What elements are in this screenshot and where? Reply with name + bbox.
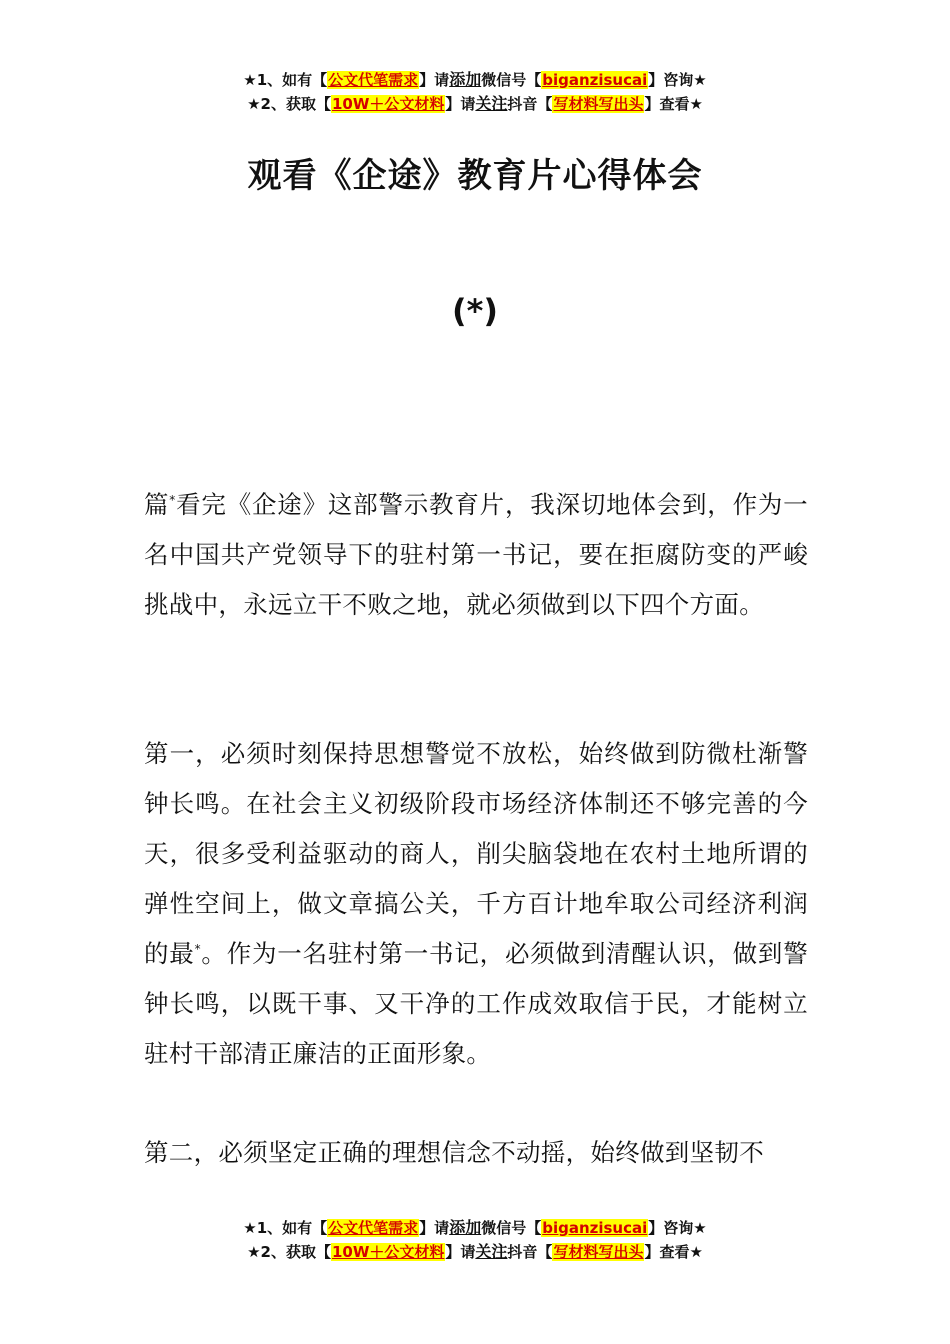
paragraph-3: [144, 1128, 808, 1178]
document-subtitle: (*): [452, 292, 498, 330]
banner-highlight: 写材料写出头: [553, 95, 644, 113]
banner-text: 】请: [445, 95, 476, 113]
paragraph-text: 看完《企途》这部警示教育片，我深切地体会到，作为一名中国共产党领导下的驻村第一书记，要在拒腐防变的严峻挑战中，永远立干不败之地，就必须做到以下四个方面。: [144, 490, 808, 619]
banner-highlight: 公文代笔需求: [328, 71, 419, 89]
banner-highlight: 写材料写出头: [553, 1243, 644, 1261]
redaction-mark: *: [194, 941, 201, 956]
banner-text: 】请: [419, 1219, 450, 1237]
banner-text: 】查看★: [644, 95, 703, 113]
redaction-mark: *: [169, 492, 176, 507]
banner-line-1: [0, 1216, 950, 1240]
banner-highlight: 公文代笔需求: [328, 1219, 419, 1237]
banner-highlight: 10W＋公文材料: [331, 1243, 445, 1261]
banner-highlight: 10W＋公文材料: [331, 95, 445, 113]
banner-text: 抖音【: [507, 95, 553, 113]
banner-text: 】请: [445, 1243, 476, 1261]
paragraph-text: 第二，必须坚定正确的理想信念不动摇，始终做到坚韧不: [144, 1138, 764, 1167]
paragraph-1: [144, 480, 808, 630]
paragraph-text: 第一，必须时刻保持思想警觉不放松，始终做到防微杜渐警钟长鸣。在社会主义初级阶段市场经济体制还不够完善的今天，很多受利益驱动的商人，削尖脑袋地在农村土地所谓的弹性空间上，做文章搞公关，千方百计地牟取公司经济利润的最: [144, 739, 808, 968]
paragraph-text: 篇: [144, 490, 170, 519]
header-banner: [0, 68, 950, 116]
banner-text: 】查看★: [644, 1243, 703, 1261]
paragraph-text: 。作为一名驻村第一书记，必须做到清醒认识，做到警钟长鸣，以既干事、又干净的工作成效取信于民，才能树立驻村干部清正廉洁的正面形象。: [144, 939, 808, 1068]
banner-text: ★1、如有【: [243, 1219, 328, 1237]
banner-text: ★2、获取【: [247, 95, 331, 113]
banner-underline: 添加: [449, 70, 482, 89]
banner-text: 微信号【: [481, 1219, 542, 1237]
banner-underline: 关注: [475, 94, 508, 113]
banner-text: ★1、如有【: [243, 71, 328, 89]
banner-text: 】咨询★: [648, 1219, 707, 1237]
banner-text: 抖音【: [507, 1243, 553, 1261]
banner-text: ★2、获取【: [247, 1243, 331, 1261]
banner-underline: 关注: [475, 1242, 508, 1261]
banner-text: 】请: [419, 71, 450, 89]
banner-highlight: biganzisucai: [542, 71, 648, 89]
paragraph-2: [144, 729, 808, 1079]
banner-underline: 添加: [449, 1218, 482, 1237]
banner-line-2: [0, 92, 950, 116]
banner-highlight: biganzisucai: [542, 1219, 648, 1237]
banner-text: 微信号【: [481, 71, 542, 89]
footer-banner: [0, 1216, 950, 1264]
banner-line-1: [0, 68, 950, 92]
banner-line-2: [0, 1240, 950, 1264]
banner-text: 】咨询★: [648, 71, 707, 89]
document-title: 观看《企途》教育片心得体会: [247, 156, 703, 196]
